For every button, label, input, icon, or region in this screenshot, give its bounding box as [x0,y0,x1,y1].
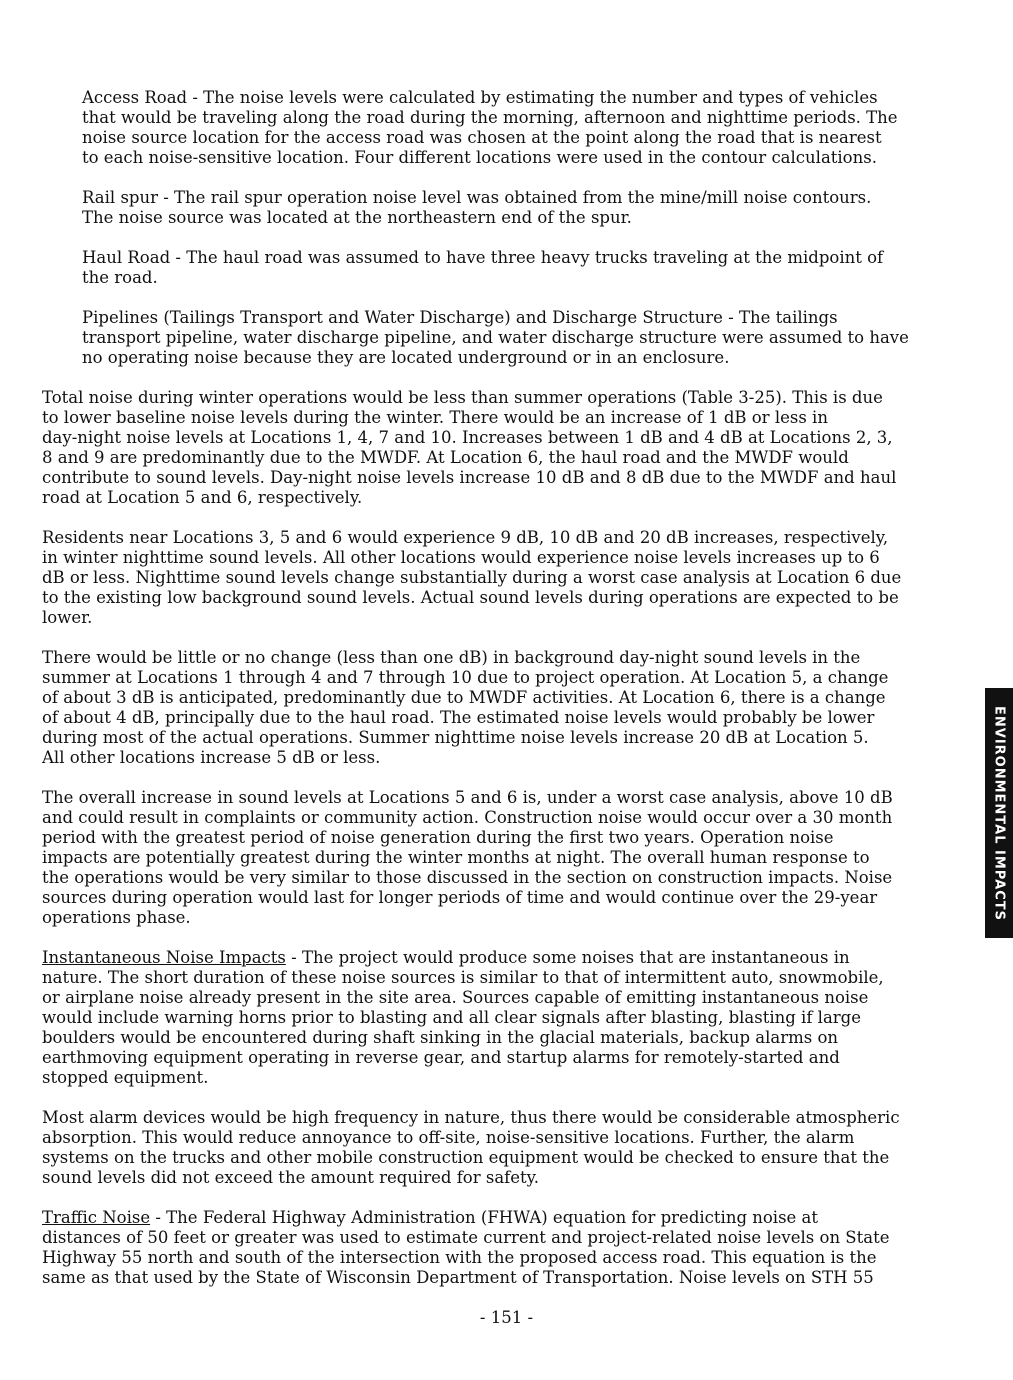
traffic-noise-paragraph [42,1208,932,1288]
haul-road-paragraph: Haul Road - The haul road was assumed to have three heavy trucks traveling at the midpoint of the road. [82,248,884,287]
pipelines-paragraph: Pipelines (Tailings Transport and Water Discharge) and Discharge Structure - The tailings transport pipeline, water discharge pipeline, and water discharge structure were assumed to have no operating noise because they are located underground or in an enclosure. [82,308,909,367]
traffic-noise-body: - The Federal Highway Administration (FHWA) equation for predicting noise at distances of 50 feet or greater was used to estimate current and project-related noise levels on State Highway 55 north and south of the intersection with the proposed access road. This equation is the same as that used by the State of Wisconsin Department of Transportation. Noise levels on STH 55 [42,1208,890,1287]
winter-operations-paragraph: Total noise during winter operations would be less than summer operations (Table 3-25). This is due to lower baseline noise levels during the winter. There would be an increase of 1 dB or less in day-night noise levels at Locations 1, 4, 7 and 10. Increases between 1 dB and 4 dB at Locations 2, 3, 8 and 9 are predominantly due to the MWDF. At Location 6, the haul road and the MWDF would contribute to sound levels. Day-night noise levels increase 10 dB and 8 dB due to the MWDF and haul road at Location 5 and 6, respectively. [42,388,897,507]
instantaneous-noise-body: - The project would produce some noises that are instantaneous in nature. The short duration of these noise sources is similar to that of intermittent auto, snowmobile, or airplane noise already present in the site area. Sources capable of emitting instantaneous noise would include warning horns prior to blasting and all clear signals after blasting, blasting if large boulders would be encountered during shaft sinking in the glacial materials, backup alarms on earthmoving equipment operating in reverse gear, and startup alarms for remotely-started and stopped equipment. [42,948,884,1087]
instantaneous-noise-paragraph [42,948,932,1088]
section-side-tab-label: ENVIRONMENTAL IMPACTS [991,705,1007,921]
page-number: - 151 - [479,1308,534,1327]
rail-spur-paragraph: Rail spur - The rail spur operation noise level was obtained from the mine/mill noise contours. The noise source was located at the northeastern end of the spur. [82,188,872,227]
summer-paragraph: There would be little or no change (less than one dB) in background day-night sound levels in the summer at Locations 1 through 4 and 7 through 10 due to project operation. At Location 5, a change of about 3 dB is anticipated, predominantly due to MWDF activities. At Location 6, there is a change of about 4 dB, principally due to the haul road. The estimated noise levels would probably be lower during most of the actual operations. Summer nighttime noise levels increase 20 dB at Location 5. All other locations increase 5 dB or less. [42,648,889,767]
access-road-paragraph: Access Road - The noise levels were calculated by estimating the number and types of vehicles that would be traveling along the road during the morning, afternoon and nighttime periods. The noise source location for the access road was chosen at the point along the road that is nearest to each noise-sensitive location. Four different locations were used in the contour calculations. [82,88,898,167]
section-side-tab [985,688,1013,938]
instantaneous-noise-heading: Instantaneous Noise Impacts [42,948,286,967]
overall-increase-paragraph: The overall increase in sound levels at Locations 5 and 6 is, under a worst case analysis, above 10 dB and could result in complaints or community action. Construction noise would occur over a 30 month period with the greatest period of noise generation during the first two years. Operation noise impacts are potentially greatest during the winter months at night. The overall human response to the operations would be very similar to those discussed in the section on construction impacts. Noise sources during operation would last for longer periods of time and would continue over the 29-year operations phase. [42,788,893,927]
residents-paragraph: Residents near Locations 3, 5 and 6 would experience 9 dB, 10 dB and 20 dB increases, respectively, in winter nighttime sound levels. All other locations would experience noise levels increases up to 6 dB or less. Nighttime sound levels change substantially during a worst case analysis at Location 6 due to the existing low background sound levels. Actual sound levels during operations are expected to be lower. [42,528,902,627]
traffic-noise-heading: Traffic Noise [42,1208,151,1227]
alarm-devices-paragraph: Most alarm devices would be high frequency in nature, thus there would be considerable atmospheric absorption. This would reduce annoyance to off-site, noise-sensitive locations. Further, the alarm systems on the trucks and other mobile construction equipment would be checked to ensure that the sound levels did not exceed the amount required for safety. [42,1108,900,1187]
